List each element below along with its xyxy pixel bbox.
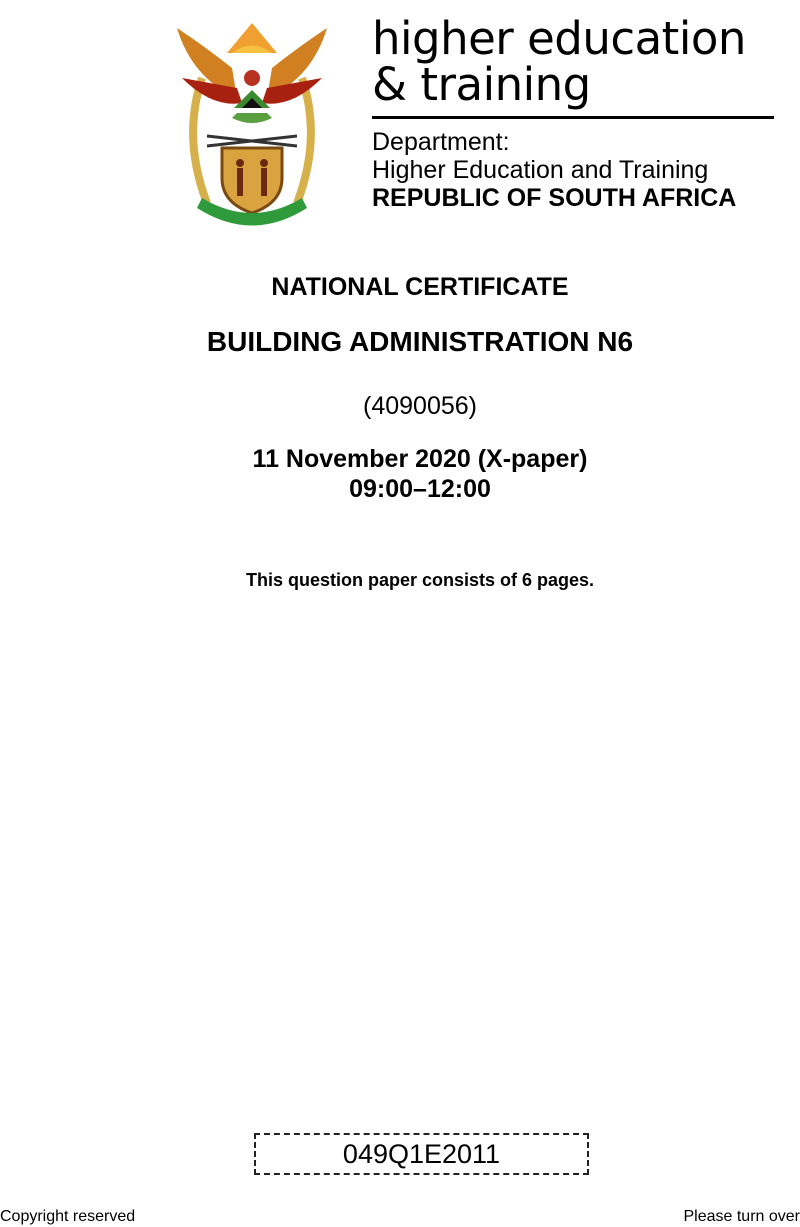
pages-note: This question paper consists of 6 pages. — [245, 570, 595, 590]
subject-code: (4090056) — [363, 392, 477, 420]
footer-copyright: Copyright reserved — [0, 1208, 136, 1225]
coat-of-arms-logo — [172, 18, 332, 233]
subject-title: BUILDING ADMINISTRATION N6 — [206, 326, 634, 357]
exam-date: 11 November 2020 (X-paper) — [252, 445, 588, 473]
exam-time: 09:00–12:00 — [349, 475, 491, 503]
footer-turn-over: Please turn over — [683, 1208, 800, 1225]
header-divider — [372, 116, 774, 119]
department-name: Higher Education and Training — [372, 156, 709, 184]
paper-code-box: 049Q1E2011 — [254, 1133, 589, 1175]
department-label: Department: — [372, 128, 510, 156]
country-name: REPUBLIC OF SOUTH AFRICA — [372, 184, 737, 212]
certificate-title: NATIONAL CERTIFICATE — [271, 273, 569, 301]
brand-line-1: higher education — [372, 12, 746, 65]
brand-line-2: & training — [372, 58, 591, 111]
